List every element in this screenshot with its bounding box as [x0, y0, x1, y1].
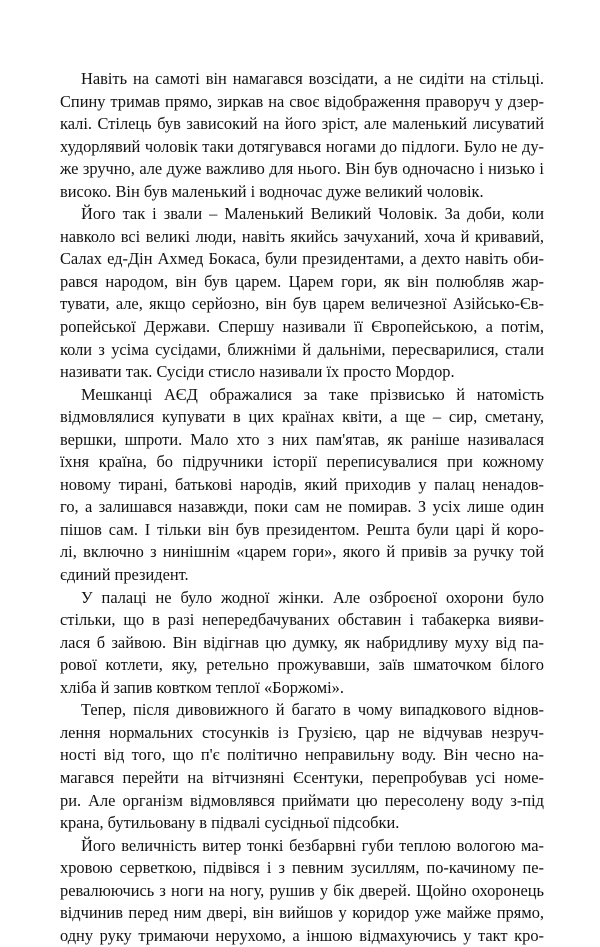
text-line: го, а залишався назавжди, поки сам не помирав. З усіх лише один [60, 497, 544, 517]
text-line: пішов сам. І тільки він був президентом. Решта були царі й коро- [60, 519, 544, 539]
text-line: високо. Він був маленький і водночас дуже великий чоловік. [60, 181, 484, 201]
text-line: відмовлялися купувати в цих країнах квіти, а ще – сир, сметану, [60, 407, 544, 427]
text-line: лі, включно з нинішнім «царем гори», якого й привів за ручку той [60, 542, 544, 562]
text-line: ревалюючись з ноги на ногу, рушив у бік дверей. Щойно охоронець [60, 880, 544, 900]
text-line: коли з усіма сусідами, ближніми й дальніми, пересварилися, стали [60, 339, 544, 359]
paragraph [60, 835, 544, 947]
text-line: новому тирані, батькові народів, який приходив у палац ненадов- [60, 474, 544, 494]
text-line: рової котлети, яку, ретельно прожувавши, заїв шматочком білого [60, 655, 544, 675]
text-line: же зручно, але дуже важливо для нього. Він був одночасно і низько і [60, 159, 544, 179]
paragraph [60, 699, 544, 834]
text-line: Салах ед-Дін Ахмед Бокаса, були президентами, а дехто навіть оби- [60, 249, 544, 269]
text-line: крана, бутильовану в підвалі сусідньої підсобки. [60, 813, 400, 833]
text-line: магався перейти на вітчизняні Єсентуки, перепробував усі номе- [60, 767, 544, 787]
text-line: У палаці не було жодної жінки. Але озброєної охорони було [81, 587, 544, 607]
text-line: Його величність витер тонкі безбарвні губи теплою вологою ма- [81, 835, 544, 855]
text-line: одну руку тримаючи нерухомо, а іншою відмахуючись у такт кро- [60, 925, 544, 945]
text-line: лення нормальних стосунків із Грузією, цар не відчував незруч- [60, 722, 544, 742]
text-line: називати так. Сусіди стисло називали їх просто Мордор. [60, 362, 455, 382]
paragraph [60, 384, 544, 587]
text-line: Його так і звали – Маленький Великий Чоловік. За доби, коли [81, 204, 544, 224]
text-line: хліба й запив ковтком теплої «Боржомі». [60, 677, 344, 697]
text-line: Тепер, після дивовижного й багато в чому випадкового віднов- [81, 700, 544, 720]
text-line: ри. Але організм відмовлявся приймати цю пересолену воду з-під [60, 790, 544, 810]
paragraph [60, 68, 544, 203]
text-line: тувати, але, якщо серйозно, він був царем величезної Азійсько-Єв- [60, 294, 544, 314]
text-line: їхня країна, бо підручники історії переписувалися при кожному [60, 452, 544, 472]
text-line: худорлявий чоловік таки дотягувався ногами до підлоги. Було не ду- [60, 136, 544, 156]
text-line: ропейської Держави. Спершу називали її Європейською, а потім, [60, 317, 544, 337]
paragraph [60, 203, 544, 383]
text-line: лася б зайвою. Він відігнав цю думку, як набридливу муху від па- [60, 632, 544, 652]
text-line: Навіть на самоті він намагався возсідати, а не сидіти на стільці. [81, 69, 544, 88]
book-page [60, 68, 544, 947]
text-line: відчинив перед ним двері, він вийшов у коридор уже майже прямо, [60, 903, 544, 923]
text-line: Мешканці АЄД ображалися за таке прізвисько й натомість [81, 384, 544, 404]
text-line: рався народом, він був царем. Царем гори, як він полюбляв жар- [60, 271, 544, 291]
text-line: навколо всі великі люди, навіть якийсь зачуханий, хоча й кривавий, [60, 226, 544, 246]
text-line: єдиний президент. [60, 565, 189, 585]
text-line: хровою серветкою, підвівся і з певним зусиллям, по-качиному пе- [60, 858, 544, 878]
text-line: калі. Стілець був зависокий на його зріст, але маленький лисуватий [60, 114, 544, 134]
paragraph [60, 587, 544, 700]
text-line: вершки, шпроти. Мало хто з них пам'ятав, як раніше називалася [60, 429, 544, 449]
text-line: Спину тримав прямо, зиркав на своє відображення праворуч у дзер- [60, 91, 544, 111]
text-line: стільки, що в разі непередбачуваних обставин і табакерка вияви- [60, 610, 544, 630]
text-line: ності від того, що п'є політично неправильну воду. Він чесно на- [60, 745, 544, 765]
